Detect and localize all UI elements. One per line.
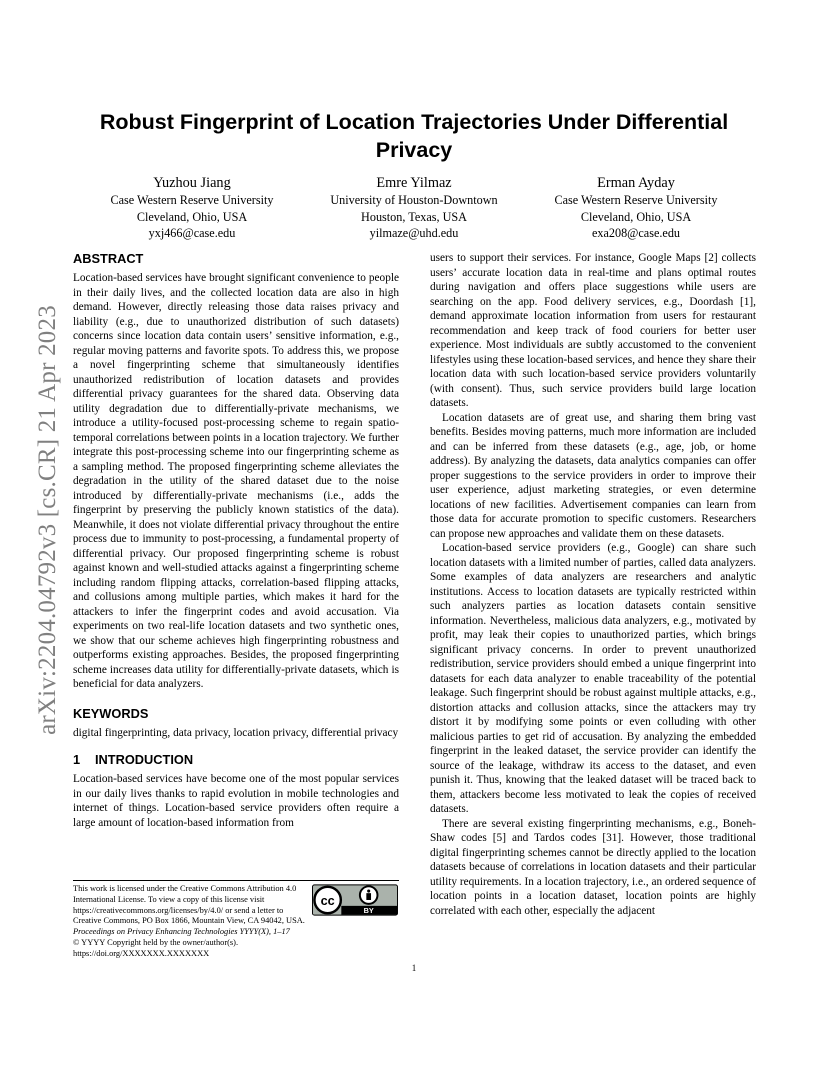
abstract-heading: ABSTRACT [73,251,144,266]
author-email[interactable]: yilmaze@uhd.edu [369,226,459,240]
intro-heading [73,752,399,768]
intro-paragraph: Location-based services have become one of the most popular services in our daily lives thanks to rapid evolution in mobile technologies and internet of things. Location-based service providers often require a large amount of location-based information from [73,773,399,829]
arxiv-stamp-text: arXiv:2204.04792v3 [cs.CR] 21 Apr 2023 [34,305,62,735]
body-paragraph: There are several existing fingerprinting mechanisms, e.g., Boneh-Shaw codes [5] and Tardos codes [31]. However, those traditional digital fingerprinting schemes cannot be directly applied to the location datasets because of correlations in location datasets and their particular utility requirements. In a location trajectory, i.e., an ordered sequence of location points in a location dataset, location points are highly correlated with each other, especially the adjacent [430,817,756,917]
author-location: Cleveland, Ohio, USA [136,209,248,224]
footnote-rule [73,880,399,881]
paper-title: Robust Fingerprint of Location Trajectories Under Differential Privacy [99,110,729,162]
license-text: This work is licensed under the Creative Commons Attribution 4.0 International License. To view a copy of this license visit https://creativecommons.org/licenses/by/4.0/ or send a letter to Creative Commons, PO Box 1866, Mountain View, CA 94042, USA. [73,884,305,926]
cc-badge-text: BY [363,906,374,916]
cc-mark: cc [320,893,335,908]
author-name: Yuzhou Jiang [153,175,231,191]
author-name: Erman Ayday [597,175,675,191]
author-affiliation: Case Western Reserve University [554,193,718,207]
left-column [73,251,399,830]
author-email[interactable]: yxj466@case.edu [148,226,236,240]
keywords-text: digital fingerprinting, data privacy, location privacy, differential privacy [73,726,399,739]
page-number: 1 [411,963,417,973]
abstract-text: Location-based services have brought significant convenience to people in their daily lives, and the collected location data are also in high demand. However, directly releasing those data raises privacy and liability (e.g., due to unauthorized distribution of such datasets) concerns since location data contain users’ sensitive information, e.g., regular moving patterns and favorite spots. To address this, we propose a novel fingerprinting scheme that simultaneously identifies unauthorized redistribution of location datasets and provides differential privacy guarantees for the shared data. Observing data utility degradation due to differentially-private mechanisms, we introduce a utility-focused post-processing scheme to regain spatio-temporal correlations between points in a location trajectory. We further integrate this post-processing scheme into our fingerprinting scheme as a sampling method. The proposed fingerprinting scheme alleviates the degradation in the utility of the shared dataset due to the noise introduced by differentially-private mechanisms (i.e., adds the fingerprint by preserving the publicly known statistics of the data). Meanwhile, it does not violate differential privacy throughout the entire process due to immunity to post-processing, a fundamental property of differential privacy. Our proposed fingerprinting scheme is robust against known and well-studied attacks against a fingerprinting scheme including random flipping attacks, correlation-based flipping attacks, and collusions among multiple parties, which makes it hard for the attackers to infer the fingerprint codes and avoid accusation. Via experiments on two real-life location datasets and two synthetic ones, we show that our scheme achieves high fingerprinting robustness and outperforms existing approaches. Besides, the proposed fingerprinting scheme increases data utility for differentially-private datasets, which is beneficial for data analyzers. [73,272,399,690]
proceedings-line: Proceedings on Privacy Enhancing Technologies YYYY(X), 1–17 [73,927,290,937]
body-paragraph: users to support their services. For instance, Google Maps [2] collects users’ accurate location data in real-time and plans optimal routes during navigation and offers place suggestions while users are searching on the app. Food delivery services, e.g., Doordash [1], demand approximate location information from users for restaurant recommendation and keep track of food couriers for better user experience. Most individuals are subtly accustomed to the convenient lifestyles using these location-based services, and hence they share their location data with such location-based service providers voluntarily (with consent). Thus, such service providers build large location datasets. [430,252,756,409]
section-number: 1 [73,752,81,767]
body-paragraph: Location datasets are of great use, and sharing them bring vast benefits. Besides moving patterns, much more information are included and can be inferred from these datasets (e.g., age, job, or home address). By analyzing the datasets, data analytics companies can offer proper suggestions to the service providers in order to improve their user experience, adjust marketing strategies, or even determine locations of new facilities. Advertisement companies can learn from those data for accurate promotion to specific customers. Researchers can propose new approaches and validate them on these datasets. [430,411,756,540]
author-location: Cleveland, Ohio, USA [580,209,692,224]
keywords-heading: KEYWORDS [73,705,149,721]
copyright-line: © YYYY Copyright held by the owner/author(s). [73,937,239,947]
author-block [521,174,751,242]
doi-link[interactable]: https://doi.org/XXXXXXX.XXXXXXX [73,948,210,958]
section-title: INTRODUCTION [95,752,194,767]
author-affiliation: University of Houston-Downtown [330,193,498,207]
arxiv-stamp [28,285,68,755]
author-email[interactable]: exa208@case.edu [591,226,681,240]
author-affiliation: Case Western Reserve University [110,193,274,207]
author-name: Emre Yilmaz [376,175,452,191]
author-block [77,174,307,242]
right-column [430,251,756,918]
author-block [299,174,529,242]
footnote [73,880,399,960]
cc-by-badge-icon [312,884,398,916]
body-paragraph: Location-based service providers (e.g., Google) can share such location datasets with a limited number of parties, called data analyzers. Some examples of data analyzers are researchers and analytic institutions. Access to location datasets are typically restricted within such analyzers parties as location datasets contain sensitive information. Nevertheless, malicious data analyzers, e.g., motivated by profit, may leak their copies to unauthorized parties, which brings significant privacy concerns. In order to prevent unauthorized redistribution, service providers should embed a unique fingerprint into datasets for each data analyzer to enable traceability of the potential leakage. Such fingerprint should be robust against multiple attacks, e.g., distortion attacks and collusion attacks, since the attackers may try distort it by modifying some points or even colluding with other malicious parties to get rid of accusation. By analyzing the embedded fingerprint in the leaked dataset, the service provider can identify the source of the leakage, withdraw its access to the dataset, and even punish it. Thus, knowing that the leaked dataset will be traced back to them, attackers become less motivated to leak the copies of received datasets. [430,542,756,815]
author-location: Houston, Texas, USA [361,209,467,224]
